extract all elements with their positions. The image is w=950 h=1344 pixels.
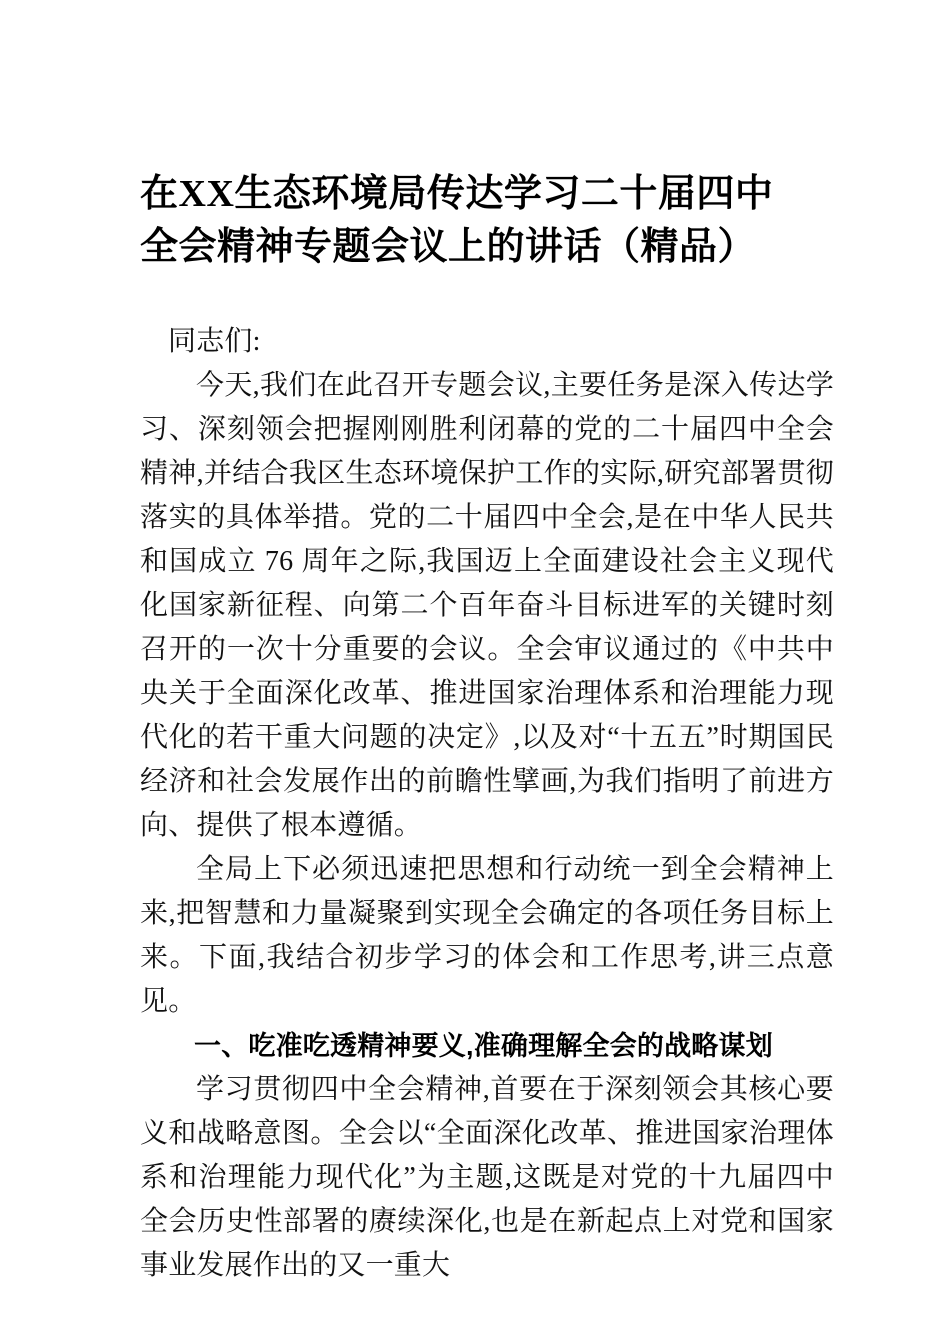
body-paragraph-1: 今天,我们在此召开专题会议,主要任务是深入传达学习、深刻领会把握刚刚胜利闭幕的党的二十届四中全会精神,并结合我区生态环境保护工作的实际,研究部署贯彻落实的具体举措。党的二十届四中全会,是在中华人民共和国成立 76 周年之际,我国迈上全面建设社会主义现代化国家新征程、向第二个百年奋斗目标进军的关键时刻召开的一次十分重要的会议。全会审议通过的《中共中央关于全面深化改革、推进国家治理体系和治理能力现代化的若干重大问题的决定》,以及对“十五五”时期国民经济和社会发展作出的前瞻性擘画,为我们指明了前进方向、提供了根本遵循。 — [140, 370, 834, 841]
body-paragraph-2: 全局上下必须迅速把思想和行动统一到全会精神上来,把智慧和力量凝聚到实现全会确定的各项任务目标上来。下面,我结合初步学习的体会和工作思考,讲三点意见。 — [140, 854, 834, 1017]
page-title — [140, 0, 834, 274]
document-body — [140, 320, 834, 1288]
section-heading-1: 一、吃准吃透精神要义,准确理解全会的战略谋划 — [194, 1031, 773, 1061]
salutation: 同志们: — [168, 326, 261, 357]
title-line-2: 全会精神专题会议上的讲话（精品） — [140, 226, 757, 268]
title-line-1: 在XX生态环境局传达学习二十届四中 — [140, 173, 774, 215]
section-paragraph-1: 学习贯彻四中全会精神,首要在于深刻领会其核心要义和战略意图。全会以“全面深化改革、推进国家治理体系和治理能力现代化”为主题,这既是对党的十九届四中全会历史性部署的赓续深化,也是在新起点上对党和国家事业发展作出的又一重大 — [140, 1074, 834, 1281]
page-content — [140, 0, 834, 1288]
